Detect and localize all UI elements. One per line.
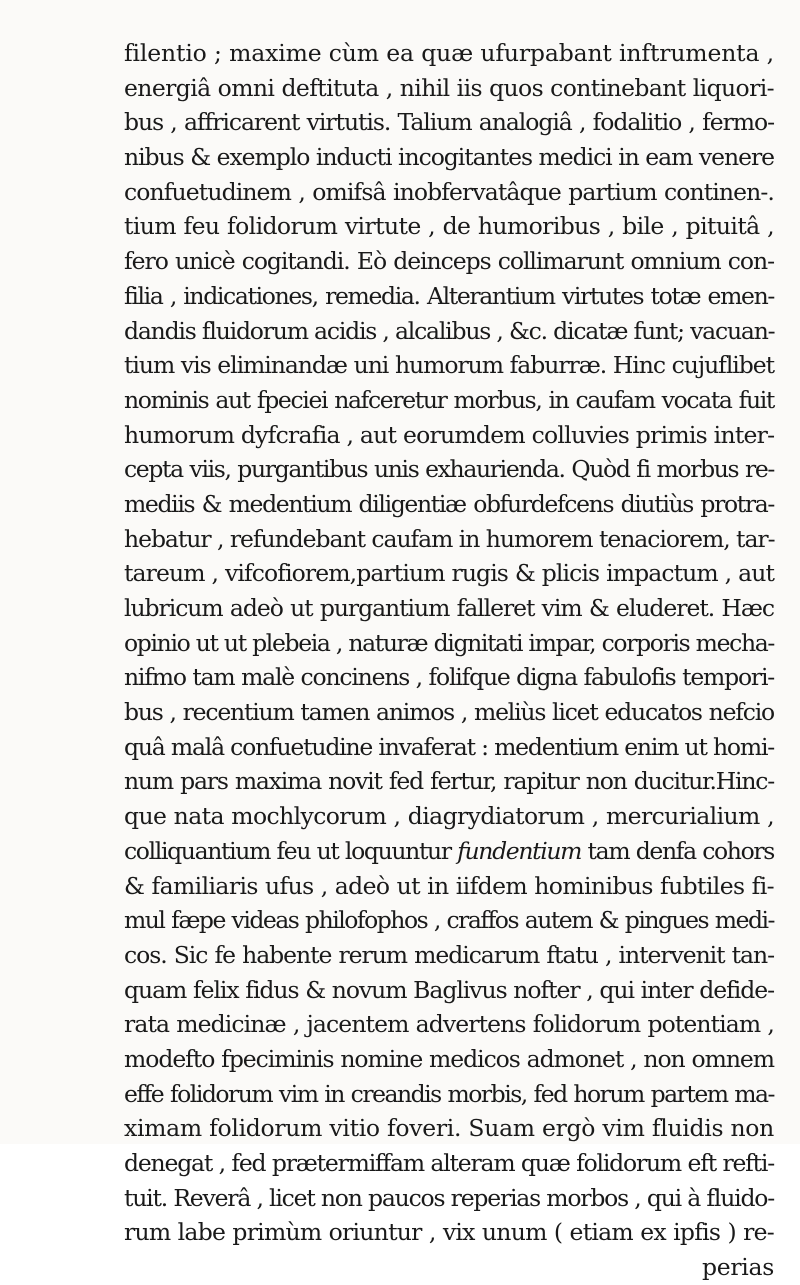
text-line: nibus & exemplo inducti incogitantes medici in eam venere [124,143,774,172]
text-line: bus , affricarent virtutis. Talium analogiâ , fodalitio , fermo- [124,108,774,137]
text-line: num pars maxima novit fed fertur, rapitur non ducitur.Hinc- [124,767,774,796]
text-line: cos. Sic fe habente rerum medicarum ftatu , intervenit tan- [124,940,774,969]
text-line: humorum dyfcrafia , aut eorumdem colluvies primis inter- [124,420,775,449]
text-line: rum labe primùm oriuntur , vix unum ( etiam ex ipfis ) re- [124,1218,774,1247]
text-line: energiâ omni deftituta , nihil iis quos continebant liquori- [124,73,774,102]
text-line: opinio ut ut plebeia , naturæ dignitati impar, corporis mecha- [124,628,774,657]
text-line: fero unicè cogitandi. Eò deinceps collimarunt omnium con- [124,247,774,276]
text-line: mediis & medentium diligentiæ obfurdefcens diutiùs protra- [124,489,774,518]
text-segment: colliquantium feu ut loquuntur [124,836,458,865]
text-line: cepta viis, purgantibus unis exhaurienda. Quòd fi morbus re- [124,455,774,484]
text-line: rata medicinæ , jacentem advertens folidorum potentiam , [124,1010,774,1039]
text-line: ximam folidorum vitio foveri. Suam ergò vim fluidis non [124,1114,774,1143]
text-line: bus , recentium tamen animos , meliùs licet educatos nefcio [124,698,774,727]
text-line: lubricum adeò ut purgantium falleret vim & eluderet. Hæc [124,594,774,622]
text-line: tareum , vifcofiorem,partium rugis & plicis impactum , aut [124,559,774,588]
text-line: effe folidorum vim in creandis morbis, fed horum partem ma- [124,1079,774,1108]
text-line-with-italic [124,834,774,869]
text-line: nifmo tam malè concinens , folifque digna fabulofis tempori- [124,663,774,692]
text-line: mul fæpe videas philofophos , craffos autem & pingues medi- [124,906,774,935]
text-line: quâ malâ confuetudine invaferat : medentium enim ut homi- [124,732,774,761]
text-line: modefto fpeciminis nomine medicos admonet , non omnem [124,1044,774,1073]
text-line: hebatur , refundebant caufam in humorem tenaciorem, tar- [124,524,775,553]
text-line: filia , indicationes, remedia. Alterantium virtutes totæ emen- [124,281,774,310]
text-line: tium vis eliminandæ uni humorum faburræ. Hinc cujuflibet [124,351,774,380]
text-line: confuetudinem , omifsâ inobfervatâque partium continen-. [124,177,774,206]
text-line: nominis aut fpeciei nafceretur morbus, in caufam vocata fuit [124,385,774,414]
catchword: perias [702,1253,774,1282]
text-line: tuit. Reverâ , licet non paucos reperias morbos , qui à fluido- [124,1183,774,1212]
text-line: denegat , fed prætermiffam alteram quæ folidorum eft refti- [124,1149,774,1177]
text-line: tium feu folidorum virtute , de humoribus , bile , pituitâ , [124,212,774,241]
text-line: que nata mochlycorum , diagrydiatorum , mercurialium , [124,802,774,831]
text-line: dandis fluidorum acidis , alcalibus , &c. dicatæ funt; vacuan- [124,316,775,345]
text-segment: tam denfa cohors [581,836,774,865]
text-line: filentio ; maxime cùm ea quæ ufurpabant inftrumenta , [124,39,774,67]
italic-term: fundentium [457,836,582,865]
text-line: quam felix fidus & novum Baglivus nofter , qui inter defide- [124,975,774,1004]
body-text [124,36,774,1285]
text-line: & familiaris ufus , adeò ut in iifdem hominibus fubtiles fi- [124,871,774,900]
